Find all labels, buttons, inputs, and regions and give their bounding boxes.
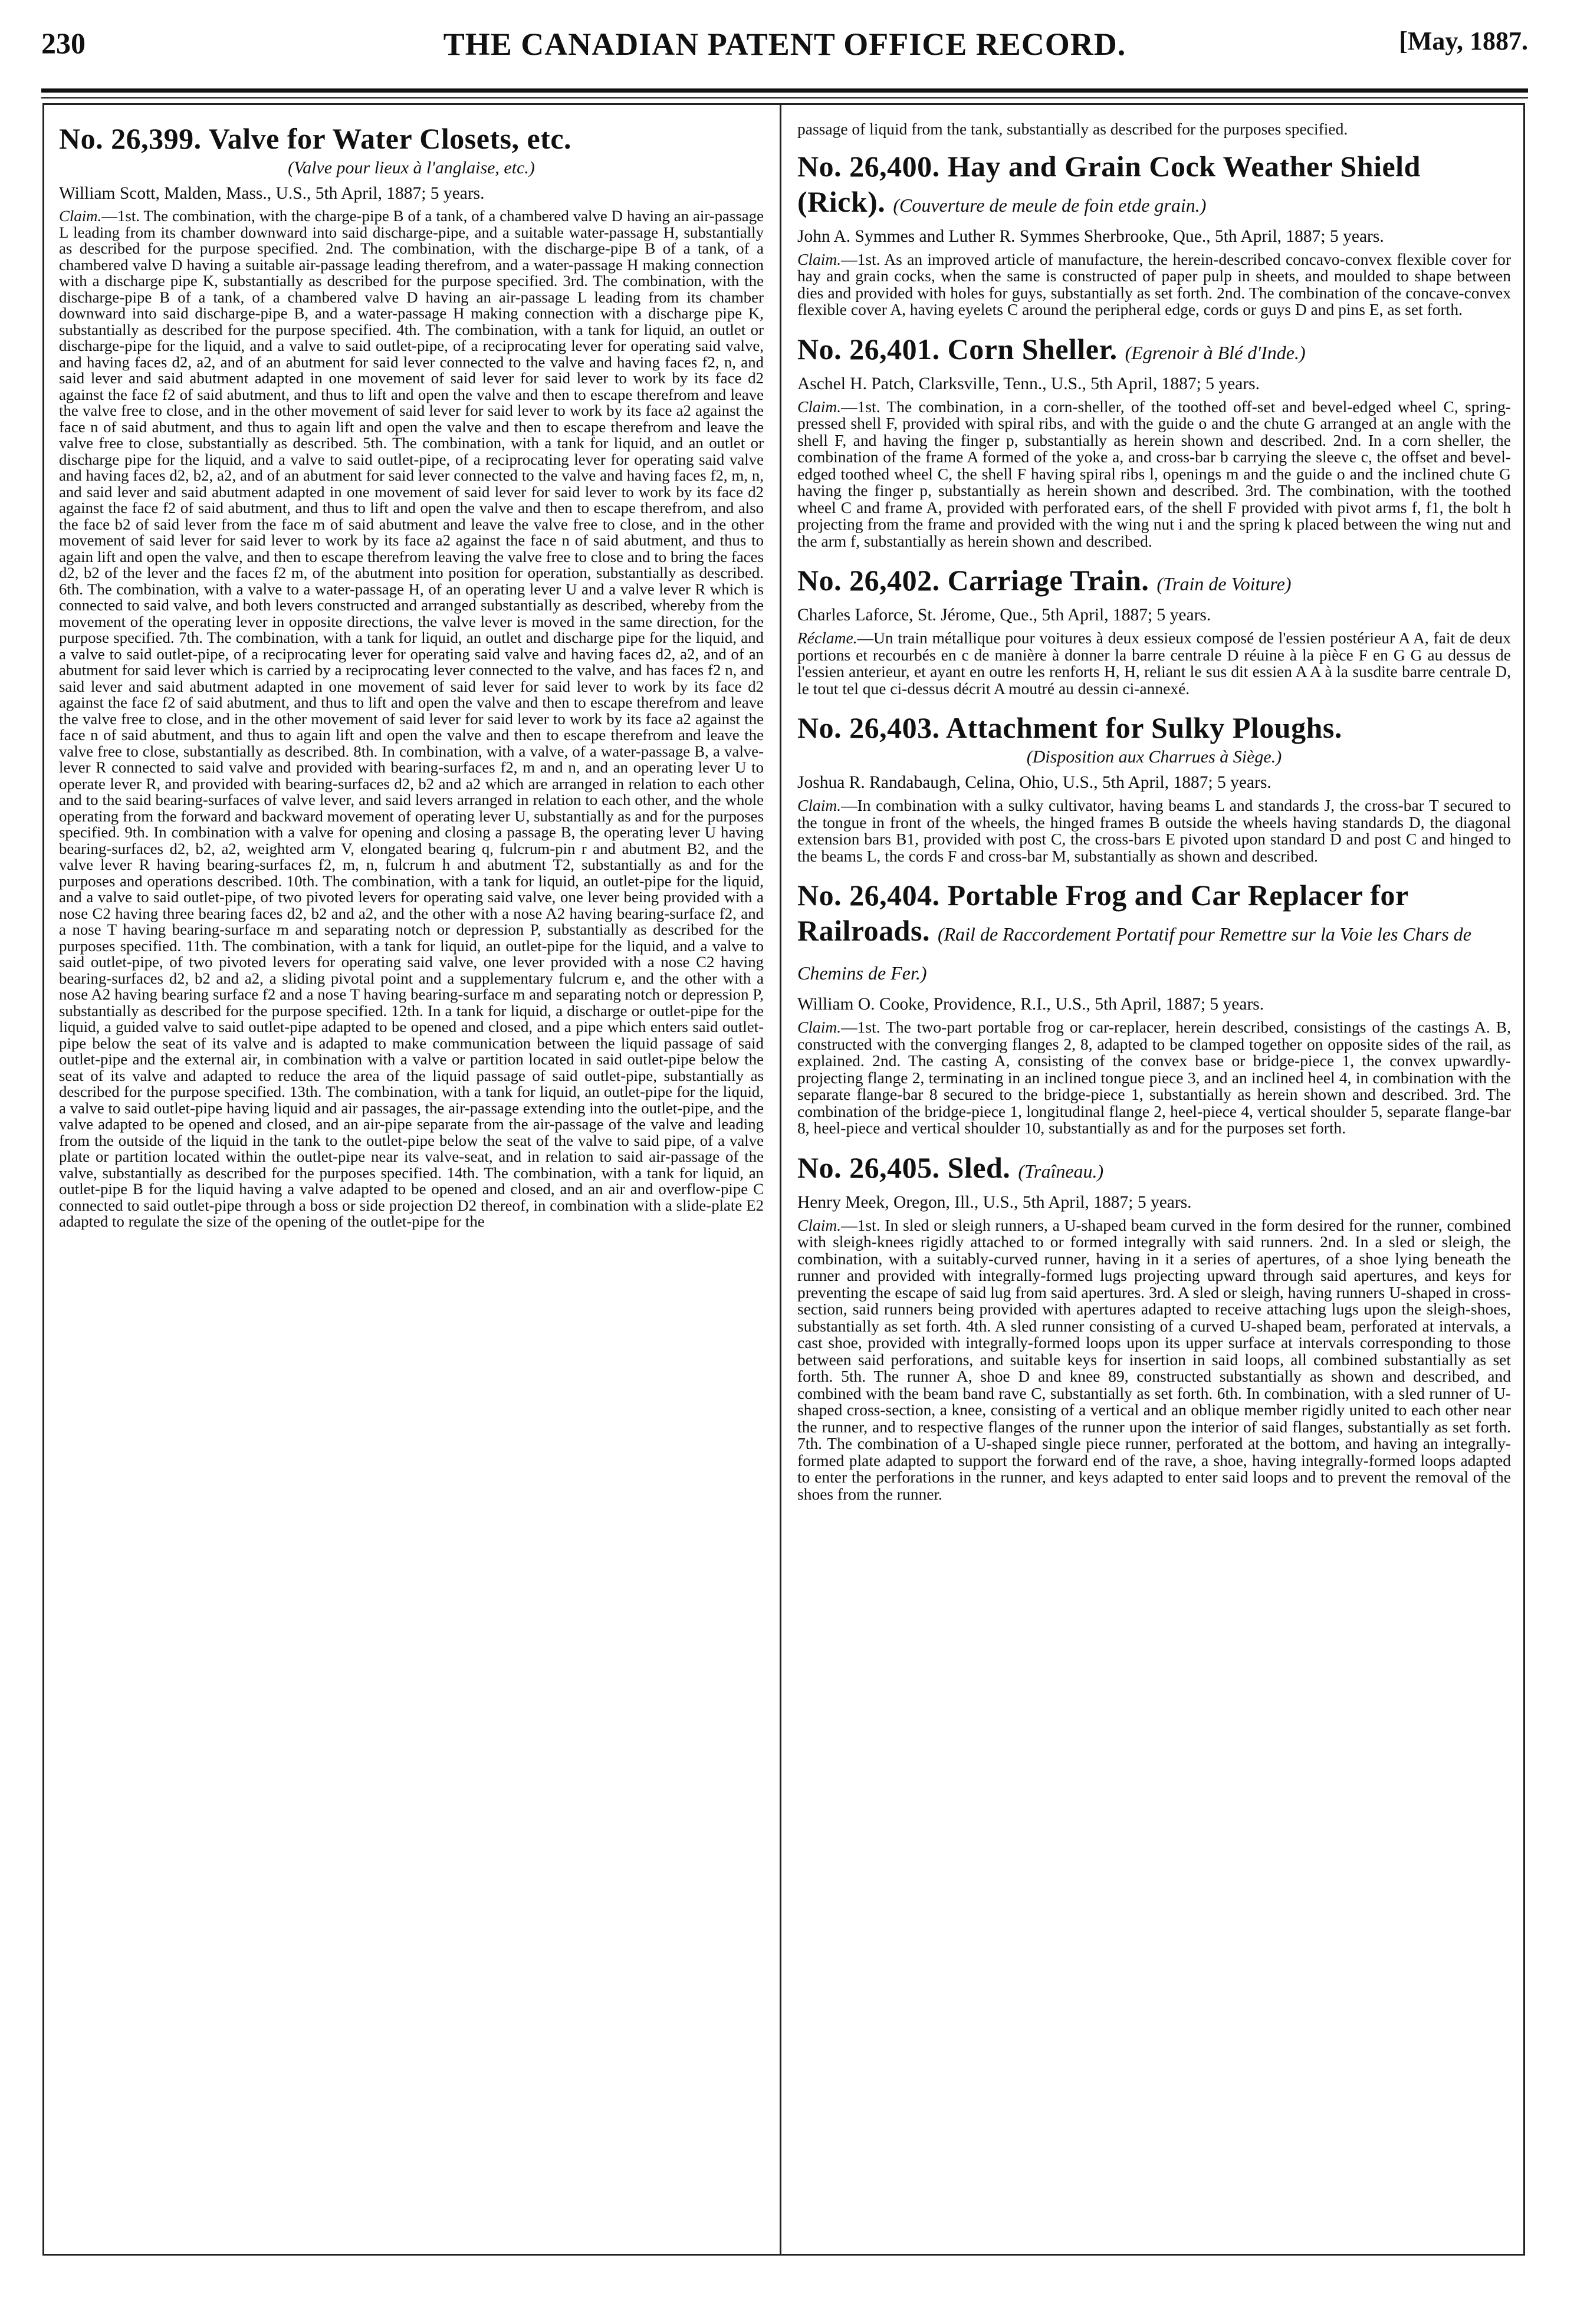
patent-inventor: Henry Meek, Oregon, Ill., U.S., 5th April, 1887; 5 years. xyxy=(797,1192,1192,1212)
claim-text: —In combination with a sulky cultivator, having beams L and standards J, the cross-bar T secured to the tongue in front of the wheels, the hinged frames B outside the wheels having standards D, the diagonal extension bars B1, provided with post C, the cross-bars E pivoted upon standard D and post C and hinged to the beams L, the cords F and cross-bar M, substantially as shown and described. xyxy=(797,796,1511,865)
patent-heading xyxy=(59,121,764,156)
patent-heading xyxy=(797,331,1511,370)
claim-text: —Un train métallique pour voitures à deux essieux composé de l'essien postérieur A A, fait de deux portions et recourbés en c de manière à donner la barre centrale D réuine à la pièce F en G G au dessus de l'essien anterieur, et ayant en outre les renforts H, H, reliant le sus dit essien A A à la susdite barre centrale D, le tout tel que ci-dessus décrit A moutré au dessin ci-annexé. xyxy=(797,629,1511,698)
claim-text: —1st. The combination, with the charge-pipe B of a tank, of a chambered valve D having an air-passage L leading from its chamber downward into said discharge-pipe, and a suitable water-passage H, substantially as described for the purpose specified. 2nd. The combination, with the discharge-pipe B of a tank, of a chambered valve D having a suitable air-passage leading therefrom, and a water-passage H making connection with a discharge pipe K, substantially as described for the purpose specified. 3rd. The combination, with the discharge-pipe B of a tank, of a chambered valve D having an air-passage L leading from its chamber downward into said discharge-pipe B, and a water-passage H making connection with a discharge pipe K, substantially as described for the purpose specified. 4th. The combination, with a tank for liquid, an outlet or discharge-pipe for the liquid, and a valve to said outlet-pipe, of a reciprocating lever for operating said valve, and having faces d2, a2, and of an abutment for said lever connected to the valve and having faces f2, n, and said lever and said abutment adapted in one movement of said lever for said lever to work by its face d2 against the face f2 of said abutment, and thus to lift and open the valve and then to escape therefrom and leave the valve free to close, and in the other movement of said lever for said lever to work by its face a2 against the face n of said abutment, and thus to again lift and open the valve and then to escape therefrom and leave the valve free to close, substantially as described. 5th. The combination, with a tank for liquid, and an outlet or discharge pipe for the liquid, and a valve to said outlet-pipe, of a reciprocating lever for operating said valve and having faces d2, b2, a2, and of an abutment for said lever connected to the valve and having faces f2, m, n, and said lever and said abutment adapted in one movement of said lever for said lever to work by its face d2 against the face f2 of said abutment, and thus to lift and open the valve and then to escape therefrom, and also the face b2 of said lever from the face m of said abutment and leave the valve free to close, and in the other movement of said lever for said lever to work by its face a2 against the face n of said abutment, and thus to again lift and open the valve, and then to escape therefrom leaving the valve free to close and to bring the faces d2, b2 of the lever and the faces f2 m, of the abutment into position for operation, substantially as described. 6th. The combination, with a valve to a water-passage H, of an operating lever U and a valve lever R which is connected to said valve, and both levers constructed and arranged substantially as described, whereby from the movement of the operating lever in opposite directions, the valve lever is moved in the same direction, for the purpose specified. 7th. The combination, with a tank for liquid, an outlet and discharge pipe for the liquid, and a valve to said outlet-pipe, of a reciprocating lever for operating said valve and having faces d2, a2, and of an abutment for said lever which is carried by a reciprocating lever connected to the valve, and has faces f2 n, and said lever and said abutment adapted in one movement of said lever for said lever to work by its face d2 against the face f2 of said abutment, and thus to lift and open the valve and then to escape therefrom and leave the valve free to close, and in the other movement of said lever for said lever to work by its face a2 against the face n of said abutment, and thus to again lift and open the valve and then to escape therefrom and leave the valve free to close, substantially as described. 8th. In combination, with a valve, of a water-passage B, a valve-lever R connected to said valve and provided with bearing-surfaces f2, m and n, and an operating lever U to operate lever R, and provided with bearing-surfaces d2, b2 and a2 which are arranged in relation to each other and to the said bearing-surfaces of valve lever, and said levers arranged in relation to each other, and the whole operating from the forward and backward movement of operating lever U, substantially as and for the purposes specified. 9th. In combination with a valve for opening and closing a passage B, the operating lever U having bearing-surfaces d2, b2, a2, weighted arm V, elongated bearing q, fulcrum-pin r and abutment B2, and the valve lever R having bearing-surfaces f2, m, n, fulcrum h and abutment T2, substantially as and for the purposes and operations described. 10th. The combination, with a tank for liquid, an outlet-pipe for the liquid, and a valve to said outlet-pipe, of two pivoted levers for operating said valve, one lever being provided with a nose C2 having three bearing faces d2, b2 and a2, and the other with a nose A2 having bearing-surface f2, and a nose T having bearing-surface m and separating notch or depression P, substantially as described for the purposes specified. 11th. The combination, with a tank for liquid, an outlet-pipe for the liquid, and a valve to said outlet-pipe, of two pivoted levers for operating said valve, one lever provided with a nose C2 having bearing-surfaces d2, b2 and a2, a sliding pivotal point and a supplementary fulcrum e, and the other with a nose A2 having bearing surface f2 and a nose T having bearing-surface m and separating notch or depression P, substantially as described for the purpose specified. 12th. In a tank for liquid, a discharge or outlet-pipe for the liquid, a guided valve to said outlet-pipe adapted to be opened and closed, and a pipe which enters said outlet-pipe below the seat of its valve and is adapted to make communication between the liquid passage of said outlet-pipe and the external air, in combination with a valve or partition located in said outlet-pipe below the seat of its valve and adapted to reduce the area of the liquid passage of said outlet-pipe, substantially as described for the purpose specified. 13th. The combination, with a tank for liquid, an outlet-pipe for the liquid, a valve to said outlet-pipe having liquid and air passages, the air-passage extending into the outlet-pipe, and the valve adapted to be opened and closed, and an air-pipe separate from the air-passage of the valve and leading from the outside of the liquid in the tank to the outlet-pipe below the seat of the valve to said pipe, of a valve plate or partition located within the outlet-pipe near its valve-seat, and in relation to said air-passage of the valve, substantially as described for the purposes specified. 14th. The combination, with a tank for liquid, an outlet-pipe B for the liquid having a valve adapted to be opened and closed, and an air and overflow-pipe C connected to said outlet-pipe through a boss or side projection D2 thereof, in combination with a slide-plate E2 adapted to regulate the size of the opening of the outlet-pipe for the xyxy=(59,207,764,1230)
patent-title: Portable Frog and Car Replacer for Railroads. xyxy=(797,879,1408,947)
column-divider xyxy=(780,103,781,2256)
claim-text: —1st. The combination, in a corn-sheller, of the toothed off-set and bevel-edged wheel C, spring-pressed shell F, provided with spiral ribs, and with the guide o and the chute G arranged at an angle with the shell F, and having the finger p, substantially as herein shown and described. 2nd. In a corn sheller, the combination of the frame A formed of the yoke a, and cross-bar b carrying the sleeve c, the offset and bevel-edged toothed wheel C, the shell F having spiral ribs l, openings m and the guide o and the inclined chute G having the finger p, substantially as herein shown and described. 3rd. The combination, with the toothed wheel C and frame A, provided with perforated ears, of the shell F provided with pivot arms f, f1, the bolt h projecting from the frame and provided with the wing nut i and the spring k placed between the wing nut and the arm f, substantially as herein shown and described. xyxy=(797,397,1511,550)
patent-heading xyxy=(797,877,1511,991)
patent-french-title: (Train de Voiture) xyxy=(1156,573,1292,594)
patent-inventor: Joshua R. Randabaugh, Celina, Ohio, U.S., 5th April, 1887; 5 years. xyxy=(797,773,1271,792)
claim-lead: Claim. xyxy=(59,207,102,225)
patent-claim xyxy=(797,630,1511,697)
patent-french-title: (Traîneau.) xyxy=(1018,1160,1104,1182)
patent-entry-26399 xyxy=(59,121,764,1230)
patent-french-title: (Valve pour lieux à l'anglaise, etc.) xyxy=(288,158,535,177)
patent-heading xyxy=(797,563,1511,601)
header-rule-thick xyxy=(41,88,1528,93)
patent-number: No. 26,403. xyxy=(797,711,940,744)
page-header xyxy=(41,26,1528,67)
patent-inventor: William O. Cooke, Providence, R.I., U.S., 5th April, 1887; 5 years. xyxy=(797,995,1264,1014)
claim-text: —1st. In sled or sleigh runners, a U-shaped beam curved in the form desired for the runner, combined with sleigh-knees rigidly attached to or formed integrally with said runners. 2nd. In a sled or sleigh, the combination, with a suitably-curved runner, having in it a series of apertures, of a shoe lying beneath the runner and provided with integrally-formed lugs projecting upward through said apertures, and keys for preventing the escape of said lug from said apertures. 3rd. A sled or sleigh, having runners U-shaped in cross-section, said runners being provided with apertures adapted to receive attaching lugs upon the sleigh-shoes, substantially as set forth. 4th. A sled runner consisting of a curved U-shaped beam, perforated at intervals, a cast shoe, provided with integrally-formed loops upon its upper surface at intervals corresponding to those between said perforations, and suitable keys for insertion in said loops, all combined substantially as set forth. 5th. The runner A, shoe D and knee 89, constructed substantially as shown and described, and combined with the beam band rave C, substantially as set forth. 6th. In combination, with a sled runner of U-shaped cross-section, a knee, consisting of a vertical and an oblique member rigidly united to each other near the runner, and to respective flanges of the runner upon the interior of said flanges, substantially as set forth. 7th. The combination of a U-shaped single piece runner, perforated at the bottom, and having an integrally-formed plate adapted to support the forward end of the rave, a shoe, having integrally-formed loops adapted to enter the perforations in the runner, and keys adapted to enter said loops and to prevent the removal of the shoes from the runner. xyxy=(797,1215,1511,1503)
patent-entry-26400 xyxy=(797,149,1511,318)
patent-number: No. 26,400. xyxy=(797,149,940,183)
patent-number: No. 26,401. xyxy=(797,332,940,366)
patent-claim xyxy=(59,208,764,1230)
patent-title: Valve for Water Closets, etc. xyxy=(208,122,572,155)
claim-lead: Réclame. xyxy=(797,629,857,647)
publication-title: THE CANADIAN PATENT OFFICE RECORD. xyxy=(443,27,1126,62)
patent-title: Attachment for Sulky Ploughs. xyxy=(945,711,1342,744)
patent-entry-26403 xyxy=(797,710,1511,864)
page-number: 230 xyxy=(41,27,86,60)
patent-inventor: Charles Laforce, St. Jérome, Que., 5th April, 1887; 5 years. xyxy=(797,606,1211,624)
patent-french-title: (Rail de Raccordement Portatif pour Remettre sur la Voie les Chars de Chemins de Fer.) xyxy=(797,923,1471,984)
patent-claim xyxy=(797,1217,1511,1503)
patent-french-title: (Disposition aux Charrues à Siège.) xyxy=(1026,747,1282,767)
patent-title: Sled. xyxy=(947,1151,1011,1184)
patent-claim xyxy=(797,399,1511,550)
patent-heading xyxy=(797,149,1511,223)
patent-claim xyxy=(797,797,1511,864)
patent-heading xyxy=(797,1150,1511,1189)
patent-inventor: Aschel H. Patch, Clarksville, Tenn., U.S., 5th April, 1887; 5 years. xyxy=(797,374,1260,393)
left-column xyxy=(59,121,764,2244)
claim-lead: Claim. xyxy=(797,249,842,268)
patent-inventor: William Scott, Malden, Mass., U.S., 5th April, 1887; 5 years. xyxy=(59,184,485,203)
issue-date: [May, 1887. xyxy=(1399,27,1528,55)
patent-title: Carriage Train. xyxy=(947,564,1149,597)
patent-entry-26402 xyxy=(797,563,1511,697)
continued-claim-text: passage of liquid from the tank, substantially as described for the purposes specified. xyxy=(797,121,1348,138)
claim-lead: Claim. xyxy=(797,1215,842,1234)
patent-number: No. 26,402. xyxy=(797,564,940,597)
patent-claim xyxy=(797,251,1511,318)
claim-lead: Claim. xyxy=(797,1018,842,1036)
patent-title: Corn Sheller. xyxy=(947,332,1118,366)
claim-text: —1st. The two-part portable frog or car-replacer, herein described, consistings of the castings A. B, constructed with the converging flanges 2, 8, adapted to be clamped together on opposite sides of the rail, as explained. 2nd. The casting A, consisting of the convex base or bridge-piece 1, the convex upwardly-projecting flange 2, terminating in an inclined tongue piece 3, and an inclined heel 4, in combination with the separate flange-bar 8 secured to the bridge-piece 1, substantially as herein shown and described. 3rd. The combination of the bridge-piece 1, longitudinal flange 2, heel-piece 4, vertical shoulder 5, separate flange-bar 8, heel-piece and vertical shoulder 10, substantially as and for the purposes set forth. xyxy=(797,1018,1511,1137)
patent-number: No. 26,399. xyxy=(59,122,202,155)
patent-heading xyxy=(797,710,1511,745)
patent-claim xyxy=(797,1019,1511,1137)
right-column xyxy=(797,121,1511,2244)
patent-number: No. 26,404. xyxy=(797,879,940,912)
patent-french-title: (Couverture de meule de foin etde grain.) xyxy=(893,194,1207,216)
header-rule-thin xyxy=(41,97,1528,98)
claim-lead: Claim. xyxy=(797,796,842,814)
patent-inventor: John A. Symmes and Luther R. Symmes Sherbrooke, Que., 5th April, 1887; 5 years. xyxy=(797,226,1384,246)
patent-french-title: (Egrenoir à Blé d'Inde.) xyxy=(1125,341,1306,363)
patent-entry-26405 xyxy=(797,1150,1511,1503)
claim-text: —1st. As an improved article of manufacture, the herein-described concavo-convex flexible cover for hay and grain cocks, when the same is constructed of paper pulp in sheets, and moulded to shape between dies and provided with holes for guys, substantially as set forth. 2nd. The combination of the concave-convex flexible cover A, having eyelets C around the peripheral edge, cords or guys D and pins E, as set forth. xyxy=(797,249,1511,318)
patent-number: No. 26,405. xyxy=(797,1151,940,1184)
claim-lead: Claim. xyxy=(797,397,842,416)
patent-title: Hay and Grain Cock Weather Shield (Rick). xyxy=(797,149,1421,218)
patent-entry-26404 xyxy=(797,877,1511,1137)
patent-entry-26401 xyxy=(797,331,1511,550)
